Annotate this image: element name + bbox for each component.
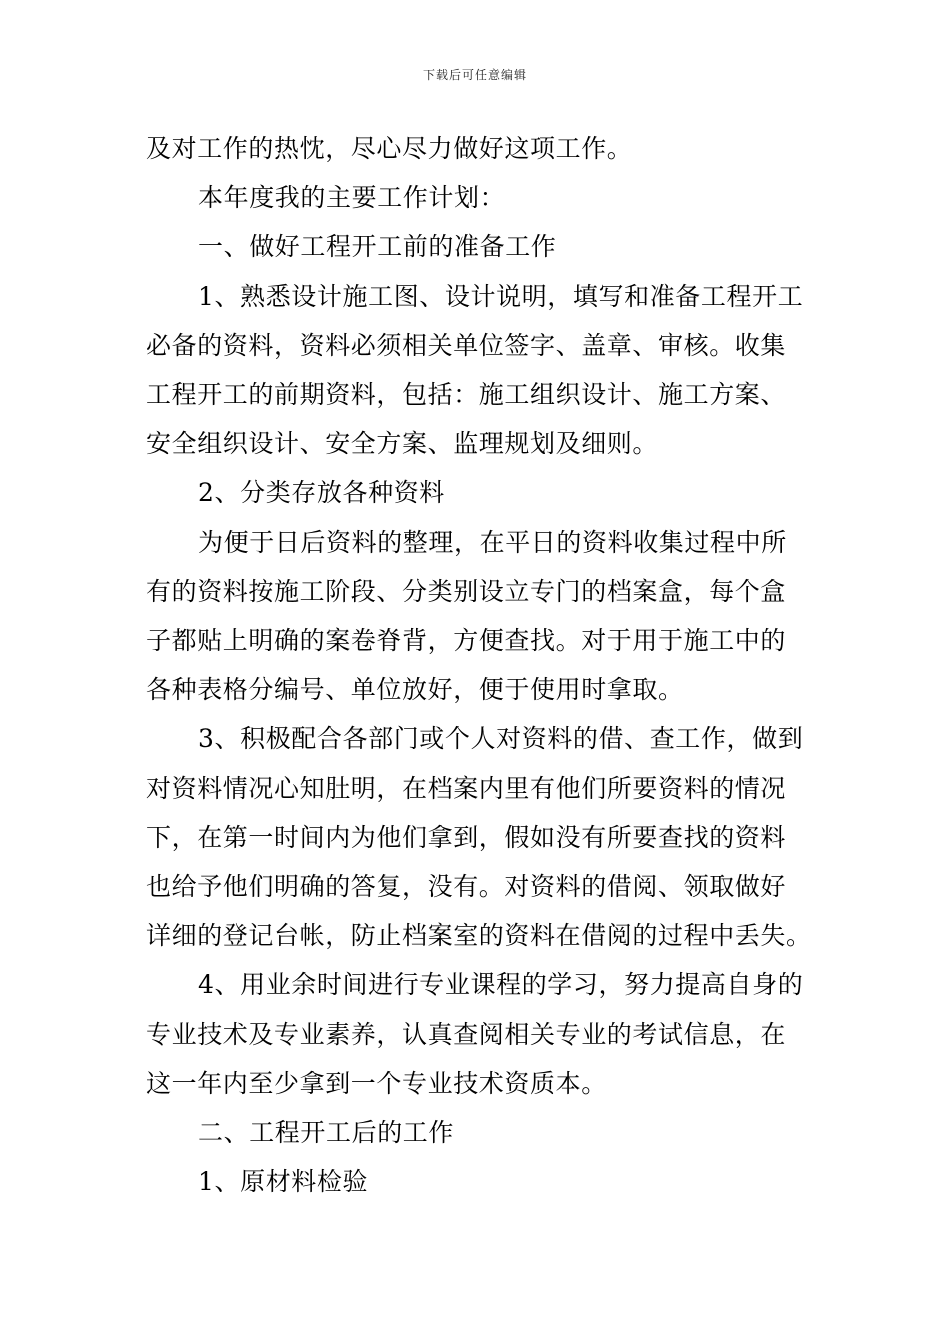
text-line: 对资料情况心知肚明，在档案内里有他们所要资料的情况 (146, 773, 787, 803)
text-line: 必备的资料，资料必须相关单位签字、盖章、审核。收集 (146, 330, 787, 360)
subsection-heading: 1、原材料检验 (198, 1167, 369, 1197)
text-line: 本年度我的主要工作计划： (198, 183, 506, 213)
text-line: 下，在第一时间内为他们拿到，假如没有所要查找的资料 (146, 822, 787, 852)
text-line: 1、熟悉设计施工图、设计说明，填写和准备工程开工 (198, 281, 804, 311)
text-line: 这一年内至少拿到一个专业技术资质本。 (146, 1068, 607, 1098)
section-heading: 二、工程开工后的工作 (198, 1118, 455, 1148)
page-header-note: 下载后可任意编辑 (422, 68, 527, 82)
text-line: 4、用业余时间进行专业课程的学习，努力提高自身的 (198, 970, 804, 1000)
subsection-heading: 2、分类存放各种资料 (198, 478, 445, 508)
text-line: 专业技术及专业素养，认真查阅相关专业的考试信息，在 (146, 1019, 787, 1049)
text-line: 详细的登记台帐，防止档案室的资料在借阅的过程中丢失。 (146, 921, 812, 951)
section-heading: 一、做好工程开工前的准备工作 (198, 232, 557, 262)
text-line: 有的资料按施工阶段、分类别设立专门的档案盒，每个盒 (146, 576, 787, 606)
document-body (146, 124, 812, 1206)
text-line: 3、积极配合各部门或个人对资料的借、查工作，做到 (198, 724, 804, 754)
text-line: 子都贴上明确的案卷脊背，方便查找。对于用于施工中的 (146, 626, 787, 656)
text-line: 及对工作的热忱，尽心尽力做好这项工作。 (146, 134, 633, 163)
text-line: 工程开工的前期资料，包括：施工组织设计、施工方案、 (146, 380, 787, 410)
text-line: 各种表格分编号、单位放好，便于使用时拿取。 (146, 675, 684, 705)
text-line: 为便于日后资料的整理，在平日的资料收集过程中所 (198, 527, 787, 557)
text-line: 安全组织设计、安全方案、监理规划及细则。 (146, 429, 659, 459)
text-line: 也给予他们明确的答复，没有。对资料的借阅、领取做好 (146, 872, 787, 902)
